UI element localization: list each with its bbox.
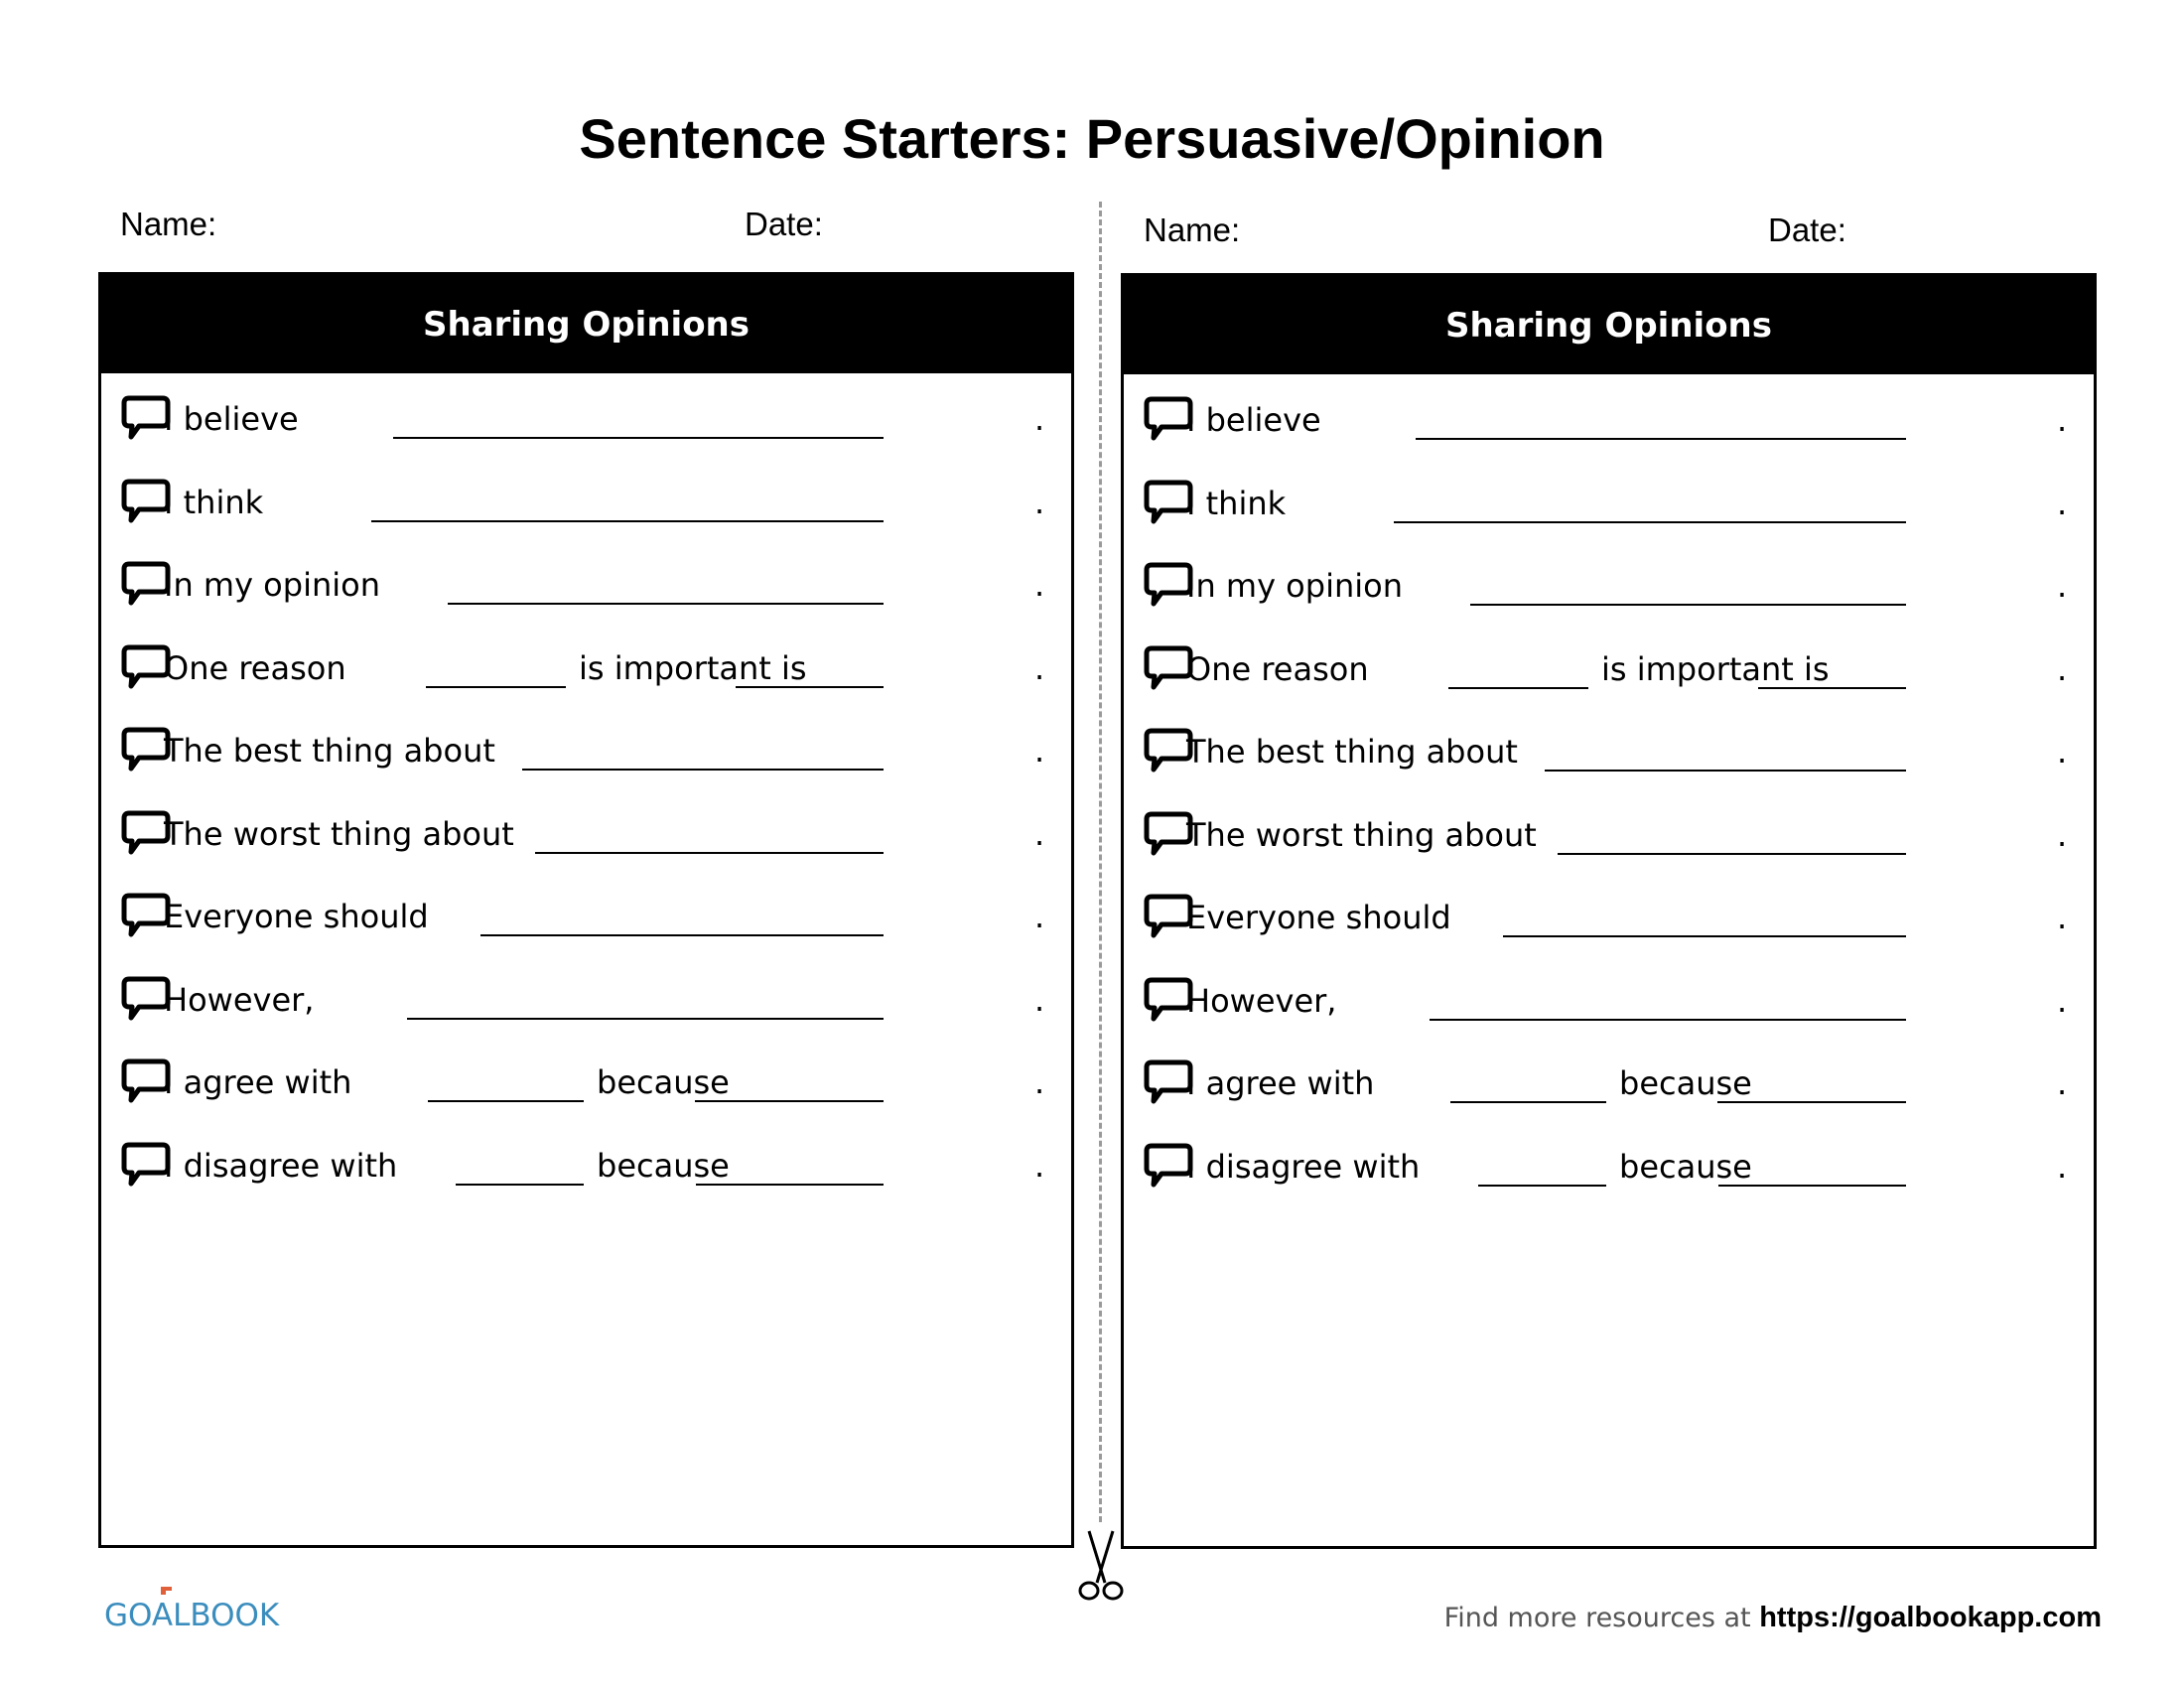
sentence-period: . — [1034, 483, 1045, 521]
prompt-row — [1124, 1141, 2094, 1257]
prompt-row — [101, 1140, 1071, 1256]
sentence-period: . — [1034, 400, 1045, 438]
prompt-text: In my opinion — [1186, 567, 1403, 605]
prompt-text: because — [1619, 1147, 1752, 1186]
answer-blank[interactable] — [1718, 1185, 1906, 1187]
prompt-text: Everyone should — [164, 898, 429, 935]
answer-blank[interactable] — [371, 520, 884, 522]
logo-text: GOALBOOK — [104, 1598, 280, 1631]
sentence-period: . — [2057, 1064, 2068, 1102]
prompt-text: because — [597, 1146, 730, 1185]
prompt-text: because — [1619, 1064, 1752, 1102]
name-label-right: Name: — [1144, 211, 1241, 248]
answer-blank[interactable] — [480, 934, 884, 936]
answer-blank[interactable] — [1717, 1101, 1906, 1103]
date-label-left: Date: — [745, 206, 823, 242]
prompt-text: because — [597, 1063, 730, 1101]
answer-blank[interactable] — [1416, 438, 1906, 440]
sentence-period: . — [2057, 1147, 2068, 1186]
answer-blank[interactable] — [1758, 687, 1906, 689]
prompt-text: I agree with — [164, 1063, 352, 1101]
answer-blank[interactable] — [428, 1100, 584, 1102]
answer-blank[interactable] — [1478, 1185, 1606, 1187]
prompt-text: One reason — [164, 648, 346, 687]
prompt-text: One reason — [1186, 649, 1369, 688]
footer — [1444, 1602, 2102, 1634]
sentence-period: . — [1034, 1063, 1045, 1101]
prompt-text: is important is — [1601, 649, 1830, 688]
worksheet-card-left — [98, 272, 1074, 1548]
sentence-period: . — [2057, 815, 2068, 854]
prompt-text: I believe — [1186, 401, 1321, 439]
page-title: Sentence Starters: Persuasive/Opinion — [579, 107, 1605, 170]
sentence-period: . — [1034, 732, 1045, 770]
answer-blank[interactable] — [522, 769, 884, 771]
answer-blank[interactable] — [1394, 521, 1906, 523]
footer-text: Find more resources at — [1443, 1603, 1751, 1633]
answer-blank[interactable] — [1450, 1101, 1606, 1103]
answer-blank[interactable] — [696, 1184, 884, 1186]
card-header: Sharing Opinions — [101, 275, 1071, 373]
answer-blank[interactable] — [448, 603, 884, 605]
answer-blank[interactable] — [736, 686, 884, 688]
sentence-period: . — [1034, 814, 1045, 853]
sentence-period: . — [2057, 401, 2068, 439]
sentence-period: . — [1034, 980, 1045, 1019]
answer-blank[interactable] — [1470, 604, 1906, 606]
prompt-text: I think — [1186, 484, 1287, 522]
sentence-period: . — [2057, 484, 2068, 522]
answer-blank[interactable] — [1448, 687, 1588, 689]
goalbook-logo — [104, 1586, 283, 1631]
prompt-text: The best thing about — [1186, 733, 1518, 771]
sentence-period: . — [2057, 733, 2068, 771]
prompt-text: I believe — [164, 400, 299, 438]
answer-blank[interactable] — [535, 852, 884, 854]
prompt-text: In my opinion — [164, 566, 380, 604]
sentence-period: . — [1034, 648, 1045, 687]
answer-blank[interactable] — [1558, 853, 1906, 855]
date-label-right: Date: — [1768, 211, 1846, 248]
prompt-text: is important is — [579, 648, 807, 687]
cut-line — [1099, 202, 1102, 1522]
sentence-period: . — [1034, 566, 1045, 604]
card-header: Sharing Opinions — [1124, 276, 2094, 374]
prompt-text: However, — [164, 980, 315, 1019]
answer-blank[interactable] — [1545, 770, 1906, 772]
answer-blank[interactable] — [393, 437, 884, 439]
sentence-period: . — [2057, 649, 2068, 688]
scissors-icon — [1075, 1527, 1127, 1603]
answer-blank[interactable] — [1503, 935, 1906, 937]
prompt-text: I disagree with — [1186, 1147, 1421, 1186]
prompt-text: I think — [164, 483, 264, 521]
prompt-text: However, — [1186, 981, 1337, 1020]
name-label-left: Name: — [120, 206, 217, 242]
answer-blank[interactable] — [1430, 1019, 1906, 1021]
sentence-period: . — [1034, 898, 1045, 935]
worksheet-card-right — [1121, 273, 2097, 1549]
answer-blank[interactable] — [407, 1018, 884, 1020]
answer-blank[interactable] — [695, 1100, 884, 1102]
prompt-text: Everyone should — [1186, 899, 1451, 936]
prompt-text: I disagree with — [164, 1146, 398, 1185]
prompt-text: I agree with — [1186, 1064, 1375, 1102]
prompt-text: The worst thing about — [164, 814, 514, 853]
prompt-text: The worst thing about — [1186, 815, 1537, 854]
answer-blank[interactable] — [456, 1184, 584, 1186]
sentence-period: . — [2057, 567, 2068, 605]
footer-link[interactable]: https://goalbookapp.com — [1759, 1602, 2102, 1633]
answer-blank[interactable] — [426, 686, 566, 688]
prompt-text: The best thing about — [164, 732, 495, 770]
sentence-period: . — [1034, 1146, 1045, 1185]
sentence-period: . — [2057, 899, 2068, 936]
sentence-period: . — [2057, 981, 2068, 1020]
